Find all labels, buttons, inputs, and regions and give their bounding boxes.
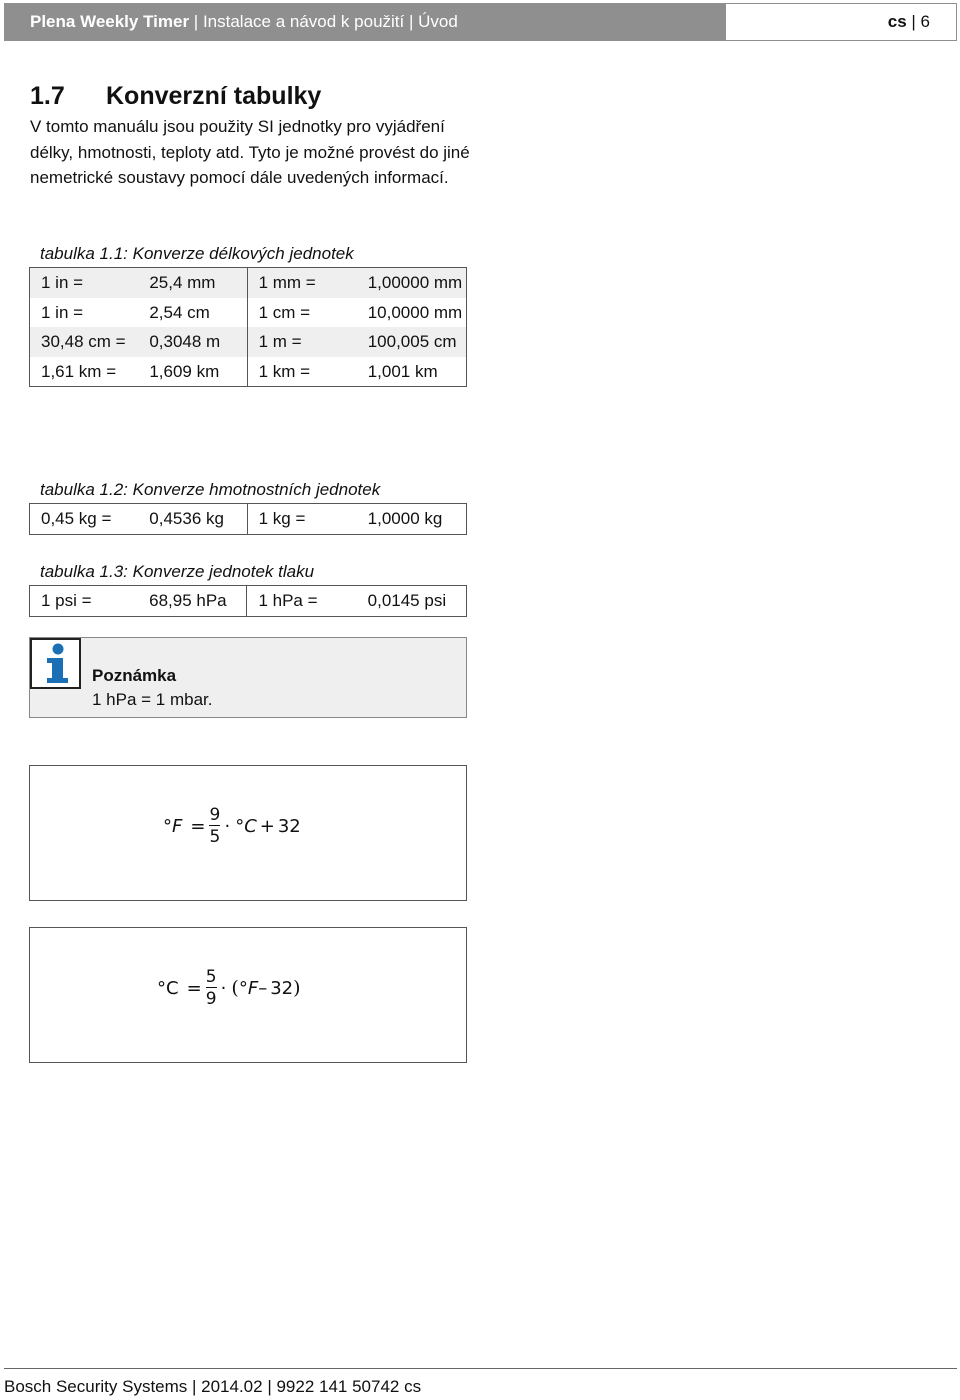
degree-sign: °: [238, 977, 248, 999]
formula-open-paren: (: [231, 977, 239, 999]
table-cell: 1,00000 mm: [357, 268, 467, 298]
table-cell: 1 psi =: [41, 591, 92, 610]
table-cell: 0,45 kg =: [41, 509, 112, 528]
formula-operator: –: [258, 977, 268, 999]
fraction-numerator: 9: [209, 805, 221, 825]
formula-variable: F: [247, 977, 259, 999]
table-cell: 100,005 cm: [357, 327, 467, 357]
formula-constant: 32: [270, 977, 294, 999]
table-cell: 1,61 km =: [41, 361, 117, 381]
table-cell: 0,0145 psi: [367, 591, 447, 610]
table-caption: tabulka 1.3: Konverze jednotek tlaku: [40, 562, 315, 581]
table-cell: 0,4536 kg: [138, 504, 247, 535]
formula-dot: ·: [220, 977, 227, 999]
formula-fraction: [206, 968, 217, 1008]
formula-operator: +: [259, 815, 275, 837]
section-number: 1.7: [30, 82, 65, 110]
header-page-box: [725, 3, 957, 41]
formula-box-celsius: [29, 927, 467, 1063]
degree-sign: °: [157, 977, 166, 999]
note-title: Poznámka: [92, 666, 177, 685]
table-cell: 1 hPa =: [258, 591, 318, 610]
table-cell: 1 mm =: [247, 268, 357, 298]
degree-sign: °: [235, 815, 245, 837]
formula-close-paren: ): [293, 977, 301, 999]
formula-fahrenheit: [163, 806, 301, 846]
header-bar: [4, 3, 725, 41]
formula-lhs: F: [172, 815, 183, 837]
table-cell: 1 m =: [247, 327, 357, 357]
formula-box-fahrenheit: [29, 765, 467, 901]
degree-sign: °: [163, 815, 172, 837]
footer-text: Bosch Security Systems | 2014.02 | 9922 141 50742 cs: [4, 1377, 422, 1396]
formula-lhs: C: [166, 977, 179, 999]
section-title: Konverzní tabulky: [106, 82, 322, 110]
section-heading: [30, 82, 321, 111]
length-conversion-table: [29, 267, 467, 387]
header-sep: |: [906, 12, 921, 31]
table-caption: tabulka 1.2: Konverze hmotnostních jednotek: [40, 480, 381, 499]
table-caption: tabulka 1.1: Konverze délkových jednotek: [40, 244, 354, 263]
section-intro: V tomto manuálu jsou použity SI jednotky pro vyjádření délky, hmotnosti, teploty atd. Tyto je možné provést do jiné nemetrické soustavy pomocí dále uvedených informací.: [30, 117, 470, 187]
table-cell: 1,001 km: [367, 361, 438, 381]
header-lang: cs: [887, 12, 907, 31]
header-product: Plena Weekly Timer: [30, 12, 190, 31]
header-chapter: Úvod: [418, 12, 458, 31]
header-document: Instalace a návod k použití: [202, 12, 405, 31]
table-cell: 1,0000 kg: [367, 509, 443, 528]
info-icon: [30, 638, 81, 689]
formula-variable: C: [244, 815, 257, 837]
fraction-numerator: 5: [205, 967, 217, 987]
header-sep: |: [404, 12, 419, 31]
table-cell: 68,95 hPa: [138, 586, 247, 617]
table-cell: 30,48 cm =: [30, 327, 139, 357]
formula-dot: ·: [224, 815, 231, 837]
table-cell: 1 cm =: [258, 302, 311, 322]
note-box: [29, 637, 467, 718]
formula-equals: =: [186, 977, 202, 999]
header-sep: |: [189, 12, 203, 31]
table-cell: 0,3048 m: [138, 327, 247, 357]
table-cell: 1 kg =: [258, 509, 306, 528]
table-cell: 1,609 km: [138, 357, 247, 387]
formula-constant: 32: [277, 815, 301, 837]
note-text: 1 hPa = 1 mbar.: [92, 690, 213, 709]
header-page-number: 6: [920, 12, 930, 31]
footer-divider: [4, 1368, 957, 1369]
table-cell: 1 in =: [30, 268, 139, 298]
table-cell: 1 km =: [258, 361, 311, 381]
table-cell: 2,54 cm: [138, 298, 247, 328]
formula-equals: =: [190, 815, 206, 837]
weight-conversion-table: [29, 503, 467, 535]
fraction-denominator: 9: [205, 989, 217, 1009]
table-cell: 25,4 mm: [138, 268, 247, 298]
table-cell: 1 in =: [41, 302, 84, 322]
formula-celsius: [157, 968, 301, 1008]
pressure-conversion-table: [29, 585, 467, 617]
fraction-denominator: 5: [209, 827, 221, 847]
table-cell: 10,0000 mm: [367, 302, 463, 322]
formula-fraction: [209, 806, 220, 846]
